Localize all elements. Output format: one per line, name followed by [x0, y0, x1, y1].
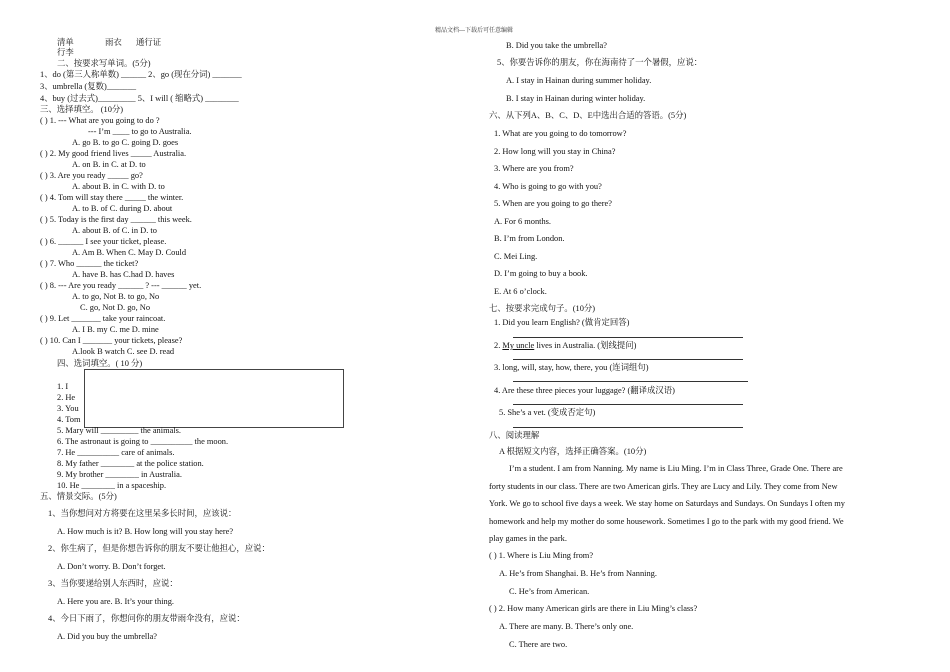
sec3-line: A. go B. to go C. going D. goes [72, 138, 179, 147]
reading-question: ( ) 2. How many American girls are there in Liu Ming’s class? [489, 604, 698, 613]
sec3-line: ( ) 7. Who ______ the ticket? [40, 259, 139, 268]
sec3-line: ( ) 9. Let _______ take your raincoat. [40, 314, 166, 323]
sec3-line: ( ) 2. My good friend lives _____ Australia. [40, 149, 187, 158]
underlined-phrase: My uncle [502, 341, 535, 350]
sec7-item-1: 1. Did you learn English? (做肯定回答) [494, 318, 630, 327]
word-raincoat: 雨衣 [105, 38, 122, 47]
reading-options: A. He’s from Shanghai. B. He’s from Nanning. [499, 569, 657, 578]
sec3-line: C. go, Not D. go, No [80, 303, 151, 312]
page-header: 精品文档---下载后可任意编辑 [435, 28, 513, 34]
reading-options: C. There are two. [509, 640, 568, 649]
sec3-line: A. I B. my C. me D. mine [72, 325, 159, 334]
sec2-item: 4、buy (过去式)_________ 5、I will ( 缩略式) ________ [40, 94, 239, 103]
sec4-item: 2. He [57, 393, 76, 402]
word-luggage: 行李 [57, 48, 74, 57]
passage-line: homework and help my mother do some housework. Sometimes I go to the park with my good friend. We [489, 517, 844, 526]
sec6-line: A. For 6 months. [494, 217, 552, 226]
section-3-title: 三、选择填空。 (10分) [40, 105, 124, 114]
sec5-cont: 5、你要告诉你的朋友，你在海南待了一个暑假，应说： [497, 58, 703, 67]
sec3-line: ( ) 10. Can I _______ your tickets, please? [40, 336, 183, 345]
passage-line: I’m a student. I am from Nanning. My name is Liu Ming. I’m in Class Three, Grade One. There are [509, 464, 843, 473]
sec5-line: A. How much is it? B. How long will you stay here? [57, 527, 234, 536]
word-list: 清单 [57, 38, 74, 47]
section-7-title: 七、按要求完成句子。(10分) [489, 304, 596, 313]
sec4-item: 6. The astronaut is going to __________ the moon. [57, 437, 229, 446]
sec3-line: ( ) 8. --- Are you ready ______ ? --- ______ yet. [40, 281, 202, 290]
sec6-line: 3. Where are you from? [494, 164, 574, 173]
sec5-line: A. Here you are. B. It’s your thing. [57, 597, 174, 606]
sec6-line: 2. How long will you stay in China? [494, 147, 616, 156]
sec3-line: --- I’m ____ to go to Australia. [88, 127, 192, 136]
sec5-cont: A. I stay in Hainan during summer holiday. [506, 76, 652, 85]
section-4-title: 四、选词填空。( 10 分) [57, 359, 143, 368]
sec8-subtitle: A 根据短文内容，选择正确答案。(10分) [499, 447, 647, 456]
sec5-line: 4、今日下雨了，你想问你的朋友带雨伞没有，应说： [48, 614, 245, 623]
sec3-line: A.look B watch C. see D. read [72, 347, 175, 356]
passage-line: forty students in our class. There are two American girls. They are Lucy and Lily. They come from New [489, 482, 838, 491]
sec5-line: 1、当你想问对方将要在这里呆多长时间，应该说： [48, 509, 237, 518]
reading-options: A. There are many. B. There’s only one. [499, 622, 634, 631]
sec6-line: 4. Who is going to go with you? [494, 182, 602, 191]
answer-line[interactable] [513, 337, 743, 338]
sec3-line: ( ) 1. --- What are you going to do ? [40, 116, 160, 125]
sec2-item: 1、do (第三人称单数) ______ 2、go (现在分词) _______ [40, 70, 242, 79]
sec6-line: 5. When are you going to go there? [494, 199, 612, 208]
sec5-line: A. Did you buy the umbrella? [57, 632, 158, 641]
sec4-item: 3. You [57, 404, 79, 413]
sec5-cont: B. Did you take the umbrella? [506, 41, 607, 50]
answer-line[interactable] [513, 404, 743, 405]
passage-line: play games in the park. [489, 534, 567, 543]
sec3-line: A. on B. in C. at D. to [72, 160, 146, 169]
sec3-line: ( ) 3. Are you ready _____ go? [40, 171, 143, 180]
section-6-title: 六、从下列A、B、C、D、E中选出合适的答语。(5分) [489, 111, 687, 120]
sec7-item-2-rest: lives in Australia. (划线提问) [534, 341, 637, 350]
answer-line[interactable] [513, 381, 748, 382]
reading-options: C. He’s from American. [509, 587, 590, 596]
word-pass: 通行证 [136, 38, 162, 47]
section-8-title: 八、阅读理解 [489, 431, 540, 440]
sec4-item: 7. He __________ care of animals. [57, 448, 175, 457]
sec3-line: A. about B. of C. in D. to [72, 226, 157, 235]
word-bank-box [84, 369, 344, 428]
sec5-line: A. Don’t worry. B. Don’t forget. [57, 562, 166, 571]
sec3-line: A. have B. has C.had D. haves [72, 270, 175, 279]
sec3-line: ( ) 5. Today is the first day ______ this week. [40, 215, 192, 224]
sec2-item: 3、umbrella (复数)_______ [40, 82, 137, 91]
sec6-line: B. I’m from London. [494, 234, 565, 243]
sec6-line: D. I’m going to buy a book. [494, 269, 588, 278]
sec3-line: ( ) 4. Tom will stay there _____ the winter. [40, 193, 184, 202]
sec3-line: A. to go, Not B. to go, No [72, 292, 160, 301]
sec3-line: A. Am B. When C. May D. Could [72, 248, 187, 257]
passage-line: York. We go to school five days a week. We stay home on Saturdays and Sundays. On Sundays I often my [489, 499, 845, 508]
sec7-item-4: 4. Are these three pieces your luggage? (翻译成汉语) [494, 386, 675, 395]
sec6-line: E. At 6 o’clock. [494, 287, 547, 296]
sec5-line: 2、你生病了，但是你想告诉你的朋友不要让他担心，应说： [48, 544, 270, 553]
sec6-line: 1. What are you going to do tomorrow? [494, 129, 627, 138]
sec3-line: A. to B. of C. during D. about [72, 204, 173, 213]
sec4-item: 9. My brother ________ in Australia. [57, 470, 182, 479]
reading-question: ( ) 1. Where is Liu Ming from? [489, 551, 594, 560]
sec7-item-3: 3. long, will, stay, how, there, you (连词组句) [494, 363, 649, 372]
sec4-item: 1. I [57, 382, 69, 391]
sec4-item: 5. Mary will _________ the animals. [57, 426, 181, 435]
sec4-item: 4. Tom [57, 415, 81, 424]
sec5-line: 3、当你要递给别人东西时，应说： [48, 579, 178, 588]
sec7-item-2 [494, 341, 636, 351]
sec3-line: A. about B. in C. with D. to [72, 182, 165, 191]
sec6-line: C. Mei Ling. [494, 252, 538, 261]
answer-line[interactable] [513, 359, 743, 360]
sec4-item: 10. He ________ in a spaceship. [57, 481, 167, 490]
sec7-item-2-num: 2. [494, 341, 503, 350]
sec3-line: ( ) 6. ______ I see your ticket, please. [40, 237, 167, 246]
section-5-title: 五、情景交际。(5分) [40, 492, 117, 501]
section-2-title: 二、按要求写单词。(5分) [57, 59, 151, 68]
sec4-item: 8. My father ________ at the police station. [57, 459, 204, 468]
sec7-item-5: 5. She’s a vet. (变成否定句) [499, 408, 596, 417]
sec5-cont: B. I stay in Hainan during winter holiday. [506, 94, 646, 103]
answer-line[interactable] [513, 427, 743, 428]
